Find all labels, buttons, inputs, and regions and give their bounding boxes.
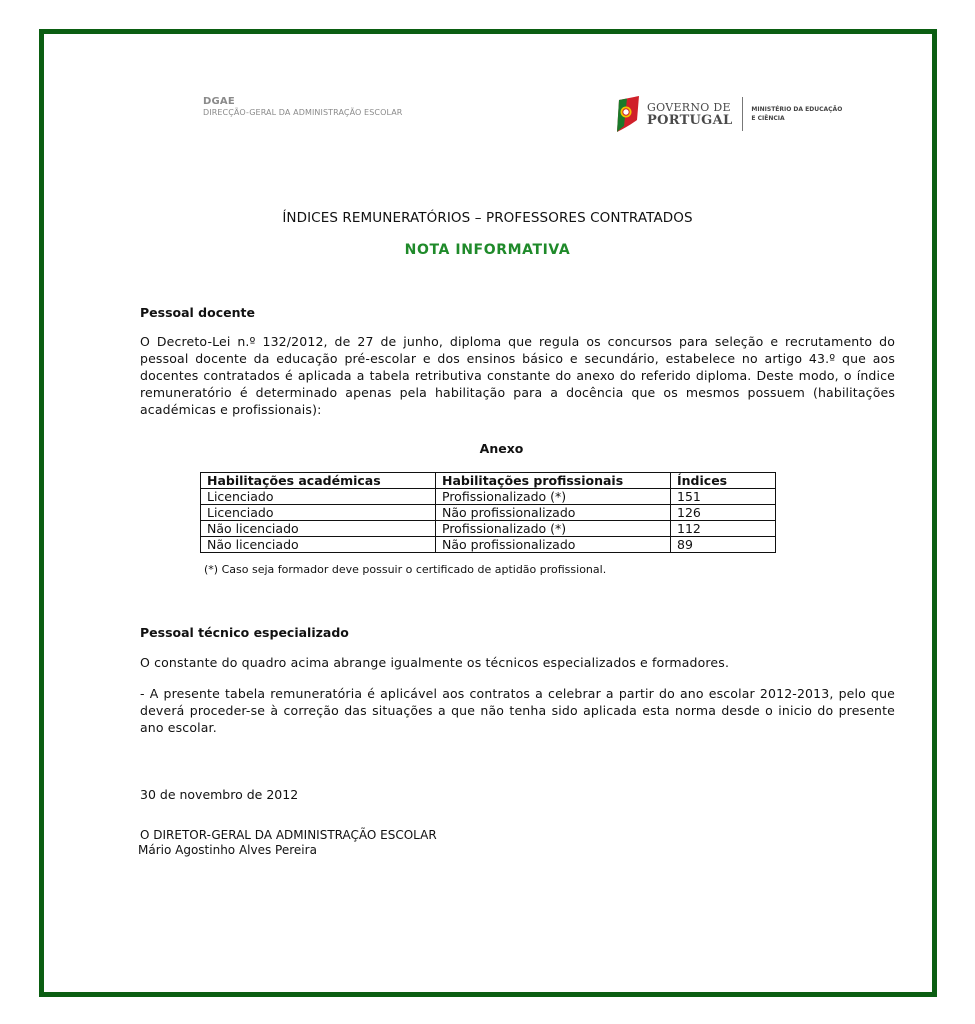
section-paragraph-pessoal-docente: O Decreto-Lei n.º 132/2012, de 27 de junho, diploma que regula os concursos para seleção e recrutamento do pessoal docente da educação pré-escolar e dos ensinos básico e secundário, estabelece no artigo 43.º que aos docentes contratados é aplicada a tabela retributiva constante do anexo do referido diploma. Deste modo, o índice remuneratório é determinado apenas pela habilitação para a docência que os mesmos possuem (habilitações académicas e profissionais):: [140, 334, 895, 417]
table-header-row: [201, 473, 776, 489]
gov-line1: GOVERNO DE: [647, 100, 731, 114]
table-cell: Não profissionalizado: [436, 505, 671, 521]
table-cell: 126: [671, 505, 776, 521]
table-row: [201, 489, 776, 505]
column-header: Habilitações académicas: [201, 473, 436, 489]
dgae-full-name: DIRECÇÃO-GERAL DA ADMINISTRAÇÃO ESCOLAR: [203, 108, 403, 117]
table-cell: 89: [671, 537, 776, 553]
table-cell: Não licenciado: [201, 537, 436, 553]
section-heading-pessoal-docente: Pessoal docente: [140, 305, 255, 320]
portugal-flag-emblem-icon: [615, 96, 641, 132]
column-header: Habilitações profissionais: [436, 473, 671, 489]
document-subtitle: NOTA INFORMATIVA: [404, 242, 571, 258]
section-paragraph-1: O constante do quadro acima abrange igualmente os técnicos especializados e formadores.: [140, 655, 730, 670]
logo-divider: [742, 97, 743, 131]
table-cell: Não profissionalizado: [436, 537, 671, 553]
document-date: 30 de novembro de 2012: [140, 787, 299, 802]
annex-table: [200, 472, 776, 553]
table-cell: 151: [671, 489, 776, 505]
signatory-name: Mário Agostinho Alves Pereira: [138, 843, 317, 857]
gov-line2: PORTUGAL: [647, 112, 733, 128]
table-row: [201, 537, 776, 553]
dgae-logo: [203, 96, 402, 117]
ministry-line1: MINISTÉRIO DA EDUCAÇÃO: [751, 106, 843, 113]
dgae-abbr: DGAE: [203, 96, 235, 107]
table-row: [201, 505, 776, 521]
section-paragraph-2: - A presente tabela remuneratória é aplicável aos contratos a celebrar a partir do ano escolar 2012-2013, pelo que deverá proceder-se à correção das situações a que não tenha sido aplicada esta norma desde o inicio do presente ano escolar.: [140, 686, 895, 735]
table-cell: Licenciado: [201, 505, 436, 521]
section-heading-pessoal-tecnico: Pessoal técnico especializado: [140, 625, 349, 640]
gov-wordmark: [647, 102, 732, 127]
annex-label: Anexo: [479, 441, 524, 456]
table-cell: Licenciado: [201, 489, 436, 505]
document-title: ÍNDICES REMUNERATÓRIOS – PROFESSORES CONTRATADOS: [282, 210, 693, 226]
column-header: Índices: [671, 473, 776, 489]
ministry-name: [751, 105, 842, 123]
ministry-line2: E CIÊNCIA: [751, 115, 785, 122]
table-cell: Profissionalizado (*): [436, 489, 671, 505]
annex-footnote: (*) Caso seja formador deve possuir o certificado de aptidão profissional.: [204, 563, 607, 576]
governo-portugal-logo: [615, 96, 842, 132]
table-cell: Não licenciado: [201, 521, 436, 537]
table-cell: Profissionalizado (*): [436, 521, 671, 537]
table-cell: 112: [671, 521, 776, 537]
signatory-title: O DIRETOR-GERAL DA ADMINISTRAÇÃO ESCOLAR: [140, 828, 437, 842]
table-row: [201, 521, 776, 537]
